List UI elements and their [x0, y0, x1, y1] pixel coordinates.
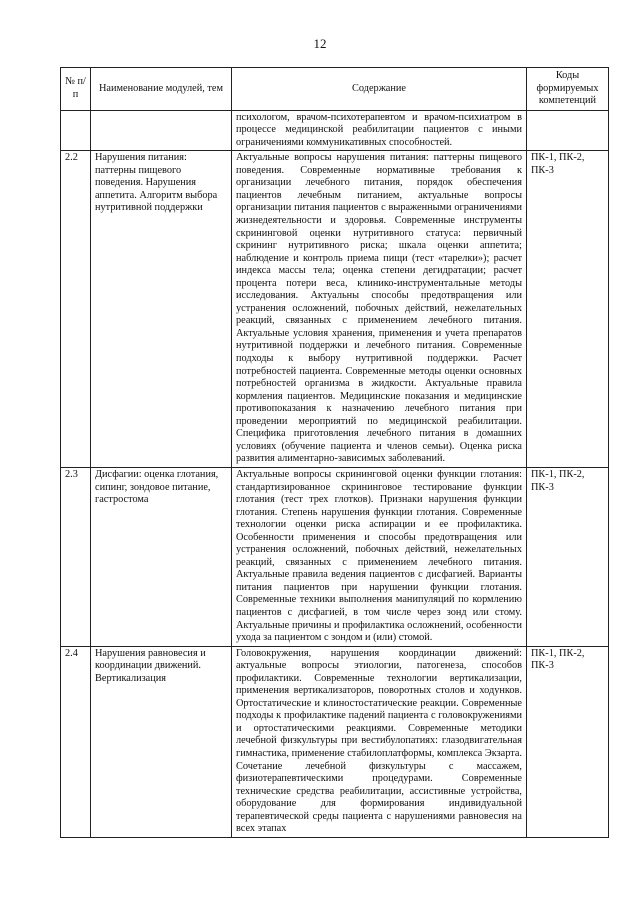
page-number: 12 — [313, 36, 327, 51]
row-num: 2.2 — [61, 151, 91, 468]
table-row — [61, 110, 609, 151]
row-codes: ПК-1, ПК-2, ПК-3 — [527, 467, 609, 646]
row-module-name — [91, 110, 232, 151]
row-content: Актуальные вопросы скрининговой оценки функции глотания: стандартизированное скрининговое тестирование функции глотания (тест трех глотков). Признаки нарушения функции глотания. Степень нарушения функции глотания. Современные технологии оценки риска аспирации и ее профилактика. Особенности применения и способы предотвращения или устранения осложнений, побочных действий, нежелательных реакций, связанных с применением лечебного питания. Актуальные правила ведения пациентов с дисфагией. Варианты питания пациентов при нарушении функции глотания. Современные техники выполнения манипуляций по кормлению пациентов с дисфагией, в том числе через зонд или стому. Актуальные причины и профилактика осложнений, особенности ухода за пациентом с зондом и (или) стомой. — [232, 467, 527, 646]
header-num: № п/п — [61, 68, 91, 111]
header-codes: Коды формируемых компетенций — [527, 68, 609, 111]
table-row — [61, 467, 609, 646]
header-name: Наименование модулей, тем — [91, 68, 232, 111]
row-module-name: Дисфагии: оценка глотания, сипинг, зондовое питание, гастростома — [91, 467, 232, 646]
row-codes — [527, 110, 609, 151]
table-header-row — [61, 68, 609, 111]
table-row — [61, 151, 609, 468]
row-num: 2.4 — [61, 646, 91, 837]
row-num — [61, 110, 91, 151]
header-content: Содержание — [232, 68, 527, 111]
row-module-name: Нарушения питания: паттерны пищевого поведения. Нарушения аппетита. Алгоритм выбора нутритивной поддержки — [91, 151, 232, 468]
row-codes: ПК-1, ПК-2, ПК-3 — [527, 646, 609, 837]
curriculum-table — [60, 67, 609, 838]
row-content: Актуальные вопросы нарушения питания: паттерны пищевого поведения. Современные нормативные требования к организации лечебного питания, порядок обеспечения пациентов лечебным питанием, актуальные вопросы организации питания пациентов с выраженными ограничениями жизнедеятельности и здоровья. Современные инструменты скрининговой оценки нутритивного статуса: первичный скрининг нутритивного риска; шкала оценки аппетита; наблюдение и контроль приема пищи (тест «тарелки»); расчет индекса массы тела; оценка степени дегидратации; расчет процента потери веса, клинико-инструментальные методы исследования. Актуальны способы предотвращения или устранения осложнений, побочных действий, нежелательных реакций, связанных с применением лечебного питания. Актуальные условия хранения, применения и учета препаратов нутритивной поддержки и лечебного питания. Современные подходы к выбору нутритивной поддержки. Расчет потребностей пациента. Современные методы оценки основных потребностей организма в жидкости. Актуальные правила кормления пациентов. Медицинские показания и медицинские противопоказания к назначению лечебного питания при проведении мероприятий по медицинской реабилитации. Специфика приготовления лечебного питания в домашних условиях (обучение пациента и членов семьи). Оценка риска развития алиментарно-зависимых заболеваний. — [232, 151, 527, 468]
row-codes: ПК-1, ПК-2, ПК-3 — [527, 151, 609, 468]
row-module-name: Нарушения равновесия и координации движений. Вертикализация — [91, 646, 232, 837]
table-row — [61, 646, 609, 837]
row-content: Головокружения, нарушения координации движений: актуальные вопросы этиологии, патогенеза, способов профилактики. Современные технологии вертикализации, применения вертикализаторов, поворотных столов и ходунков. Ортостатические и клиностостатические реакции. Современные подходы к профилактике падений пациента с головокружениями и ортостатическими реакциями. Современные методики лечебной физкультуры при вестибулопатиях: глазодвигательная гимнастика, применение стабилоплатформы, комплекса Экзарта. Сочетание лечебной физкультуры с массажем, физиотерапевтическими процедурами. Современные технические средства реабилитации, ассистивные устройства, оборудование для формирования индивидуальной терапевтической среды пациента с нарушениями равновесия на всех этапах — [232, 646, 527, 837]
row-content: психологом, врачом-психотерапевтом и врачом-психиатром в процессе медицинской реабилитации пациентов с иными ограничениями коммуникативных способностей. — [232, 110, 527, 151]
row-num: 2.3 — [61, 467, 91, 646]
